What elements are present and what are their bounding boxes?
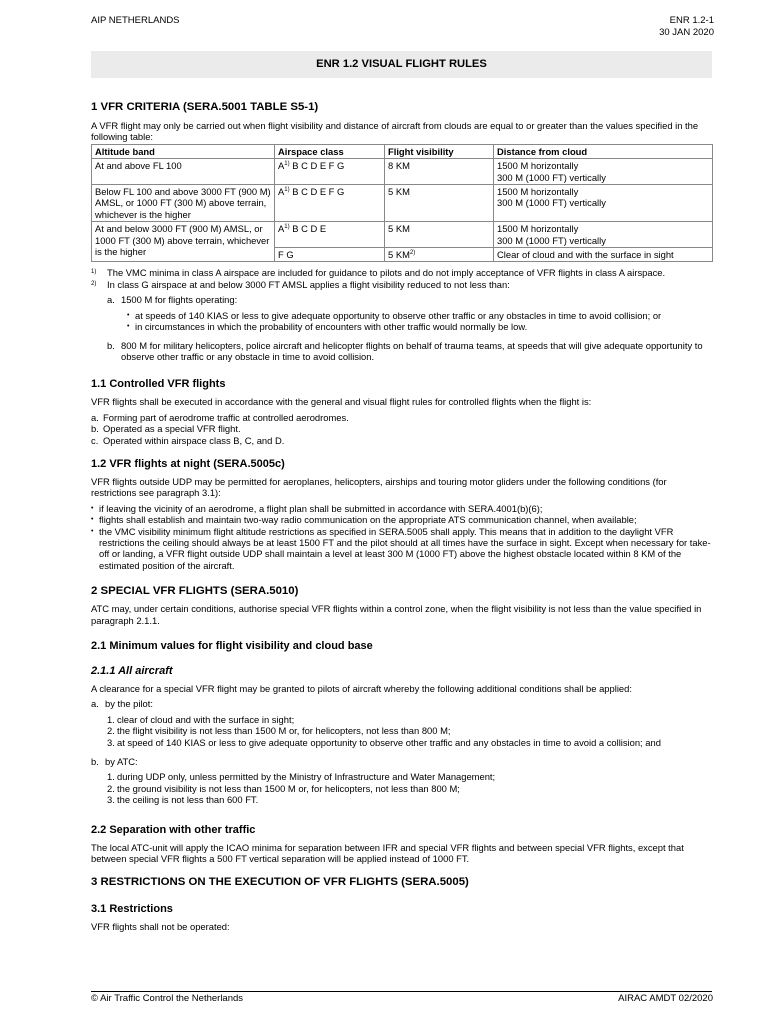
list-label: b.	[91, 423, 99, 435]
table-footnotes	[91, 267, 713, 362]
list-label: 3.	[107, 736, 115, 748]
list-item	[91, 698, 713, 709]
distance-cell	[494, 185, 713, 222]
section-1-1-heading: 1.1 Controlled VFR flights	[91, 378, 226, 391]
section-2-2-heading: 2.2 Separation with other traffic	[91, 823, 256, 836]
list-text: 1500 M for flights operating:	[121, 294, 238, 306]
footnote-ref: 2)	[409, 250, 416, 257]
airspace-class-cell	[275, 222, 385, 248]
class-list: B C D E F G	[289, 160, 345, 172]
bullet-item: • the VMC visibility minimum flight altitude restrictions as specified in SERA.5005 shall apply. This means that in addition to the daylight VFR restrictions the ceiling should always be at least 1500 FT and the pilot should at all times have the surface in sight. Except when necessary for take-off or landing, a VFR flight outside UDP shall maintain a level at least 300 M (1000 FT) above the highest obstacle located within 8 KM of the estimated position of the aircraft.	[91, 526, 713, 572]
footnote-ref: 1)	[284, 224, 290, 231]
footer-divider	[91, 991, 712, 992]
class-list: B C D E	[289, 223, 327, 235]
atc-conditions-list	[107, 771, 713, 805]
distance-vertical: 300 M (1000 FT) vertically	[497, 197, 606, 209]
section-2-1-1-intro: A clearance for a special VFR flight may be granted to pilots of aircraft whereby the following additional conditions shall be applied:	[91, 683, 632, 694]
list-item	[107, 794, 713, 805]
header-publication: AIP NETHERLANDS	[91, 15, 180, 26]
distance-vertical: 300 M (1000 FT) vertically	[497, 171, 606, 183]
list-item	[107, 771, 713, 782]
flight-visibility-cell	[385, 248, 494, 262]
table-header-row	[92, 144, 713, 158]
list-text: Operated within airspace class B, C, and D.	[103, 434, 285, 446]
footnote-text: In class G airspace at and below 3000 FT AMSL applies a flight visibility reduced to not less than:	[107, 278, 510, 290]
list-item	[107, 783, 713, 794]
list-item	[107, 294, 713, 305]
class-a-label: A	[278, 223, 285, 235]
list-item	[91, 423, 713, 434]
list-label: 3.	[107, 794, 115, 806]
section-1-2-heading: 1.2 VFR flights at night (SERA.5005c)	[91, 457, 285, 470]
vfr-criteria-table	[91, 144, 713, 263]
bullet-item: • at speeds of 140 KIAS or less to give adequate opportunity to observe other traffic or any obstacles in time to avoid collision; or	[127, 310, 713, 321]
section-1-heading: 1 VFR CRITERIA (SERA.5001 TABLE S5-1)	[91, 101, 319, 113]
class-list: B C D E F G	[289, 186, 345, 198]
section-1-intro: A VFR flight may only be carried out when flight visibility and distance of aircraft from clouds are equal to or greater than the values specified in the following table:	[91, 120, 699, 143]
table-header-cell: Distance from cloud	[494, 144, 713, 158]
list-text: Operated as a special VFR flight.	[103, 423, 241, 435]
section-2-intro: ATC may, under certain conditions, authorise special VFR flights within a control zone, when the flight visibility is not less than the value specified in paragraph 2.1.1.	[91, 603, 702, 626]
list-text: during UDP only, unless permitted by the Ministry of Infrastructure and Water Management;	[117, 771, 496, 783]
distance-horizontal: 1500 M horizontally	[497, 160, 579, 172]
visibility-value: 5 KM	[388, 249, 410, 261]
bullet-list	[127, 310, 713, 333]
header-page-ref: ENR 1.2-1	[669, 15, 714, 26]
distance-cell: Clear of cloud and with the surface in sight	[494, 248, 713, 262]
airspace-class-cell: F G	[275, 248, 385, 262]
table-row	[92, 185, 713, 222]
list-label: 2.	[107, 725, 115, 737]
list-item	[107, 737, 713, 748]
list-text: 800 M for military helicopters, police aircraft and helicopter flights on behalf of trauma teams, at speeds that will give adequate opportunity to observe other traffic or any obstacle in time to avoid collision.	[121, 339, 703, 362]
table-header-cell: Airspace class	[275, 144, 385, 158]
table-row	[92, 222, 713, 248]
bullet-item: • flights shall establish and maintain two-way radio communication on the appropriate ATS communication channel, when available;	[91, 514, 713, 525]
section-2-1-1-heading: 2.1.1 All aircraft	[91, 665, 173, 677]
list-text: by the pilot:	[105, 698, 153, 710]
section-2-heading: 2 SPECIAL VFR FLIGHTS (SERA.5010)	[91, 585, 299, 598]
table-row	[92, 159, 713, 185]
list-item	[107, 340, 713, 363]
footer-copyright: © Air Traffic Control the Netherlands	[91, 993, 244, 1004]
list-item	[91, 435, 713, 446]
distance-horizontal: 1500 M horizontally	[497, 223, 579, 235]
list-label: 1.	[107, 771, 115, 783]
controlled-vfr-list	[91, 412, 713, 446]
altitude-band-cell: At and above FL 100	[92, 159, 275, 185]
list-label: c.	[91, 434, 99, 446]
class-a-label: A	[278, 160, 285, 172]
footnote-ref: 1)	[284, 161, 290, 168]
footnote-number: 2)	[91, 280, 97, 287]
section-3-1-heading: 3.1 Restrictions	[91, 903, 173, 916]
section-3-heading: 3 RESTRICTIONS ON THE EXECUTION OF VFR FLIGHTS (SERA.5005)	[91, 876, 469, 889]
section-1-2-intro: VFR flights outside UDP may be permitted for aeroplanes, helicopters, airships and touring motor gliders under the following conditions (for restrictions see paragraph 3.1):	[91, 475, 667, 499]
list-text: the ceiling is not less than 600 FT.	[117, 794, 259, 806]
list-item	[91, 756, 713, 767]
list-item	[91, 412, 713, 423]
list-text: the flight visibility is not less than 1500 M or, for helicopters, not less than 800 M;	[117, 725, 451, 737]
list-label: a.	[91, 698, 99, 710]
document-title: ENR 1.2 VISUAL FLIGHT RULES	[316, 57, 487, 70]
footnote-text: The VMC minima in class A airspace are included for guidance to pilots and do not imply acceptance of VFR flights in class A airspace.	[107, 267, 666, 279]
document-title-bar	[91, 51, 712, 78]
section-1-1-intro: VFR flights shall be executed in accordance with the general and visual flight rules for controlled flights when the flight is:	[91, 396, 592, 408]
footnote-ref: 1)	[284, 187, 290, 194]
list-text: clear of cloud and with the surface in sight;	[117, 713, 295, 725]
list-text: by ATC:	[105, 756, 138, 768]
list-label: a.	[91, 411, 99, 423]
list-label: a.	[107, 294, 115, 306]
bullet-item: • in circumstances in which the probability of encounters with other traffic would normally be low.	[127, 321, 713, 332]
section-2-1-heading: 2.1 Minimum values for flight visibility and cloud base	[91, 640, 373, 652]
table-header-cell: Flight visibility	[385, 144, 494, 158]
document-body	[91, 100, 713, 933]
flight-visibility-cell: 8 KM	[385, 159, 494, 185]
list-label: 1.	[107, 713, 115, 725]
list-text: the ground visibility is not less than 1500 M or, for helicopters, not less than 800 M;	[117, 782, 460, 794]
footnote-2	[91, 279, 713, 290]
list-label: b.	[91, 756, 99, 768]
airspace-class-cell	[275, 185, 385, 222]
list-item	[107, 714, 713, 725]
table-header-cell: Altitude band	[92, 144, 275, 158]
distance-cell	[494, 222, 713, 248]
pilot-conditions-list	[107, 714, 713, 748]
bullet-item: • if leaving the vicinity of an aerodrome, a flight plan shall be submitted in accordance with SERA.4001(b)(6);	[91, 503, 713, 514]
distance-cell	[494, 159, 713, 185]
list-label: 2.	[107, 782, 115, 794]
night-vfr-bullets	[91, 503, 713, 571]
section-3-1-text: VFR flights shall not be operated:	[91, 921, 230, 933]
list-item	[107, 725, 713, 736]
flight-visibility-cell: 5 KM	[385, 185, 494, 222]
distance-horizontal: 1500 M horizontally	[497, 186, 579, 198]
altitude-band-cell: At and below 3000 FT (900 M) AMSL, or 1000 FT (300 M) above terrain, whichever is the higher	[92, 222, 275, 262]
footnote-1	[91, 267, 713, 278]
distance-vertical: 300 M (1000 FT) vertically	[497, 234, 606, 246]
footer-amendment: AIRAC AMDT 02/2020	[618, 993, 713, 1004]
list-label: b.	[107, 339, 115, 351]
airspace-class-cell	[275, 159, 385, 185]
list-text: at speed of 140 KIAS or less to give adequate opportunity to observe other traffic and any obstacles in time to avoid a collision; and	[117, 736, 661, 748]
header-date: 30 JAN 2020	[659, 27, 714, 38]
header-reference	[659, 15, 714, 39]
altitude-band-cell: Below FL 100 and above 3000 FT (900 M) AMSL, or 1000 FT (300 M) above terrain, whichever is the higher	[92, 185, 275, 222]
class-a-label: A	[278, 186, 285, 198]
footnote-number: 1)	[91, 269, 97, 276]
flight-visibility-cell: 5 KM	[385, 222, 494, 248]
list-text: Forming part of aerodrome traffic at controlled aerodromes.	[103, 411, 349, 423]
section-2-2-text: The local ATC-unit will apply the ICAO minima for separation between IFR and special VFR flights and between special VFR flights, except that between special VFR flights a 500 FT vertical separation will be applied instead of 1000 FT.	[91, 841, 684, 865]
